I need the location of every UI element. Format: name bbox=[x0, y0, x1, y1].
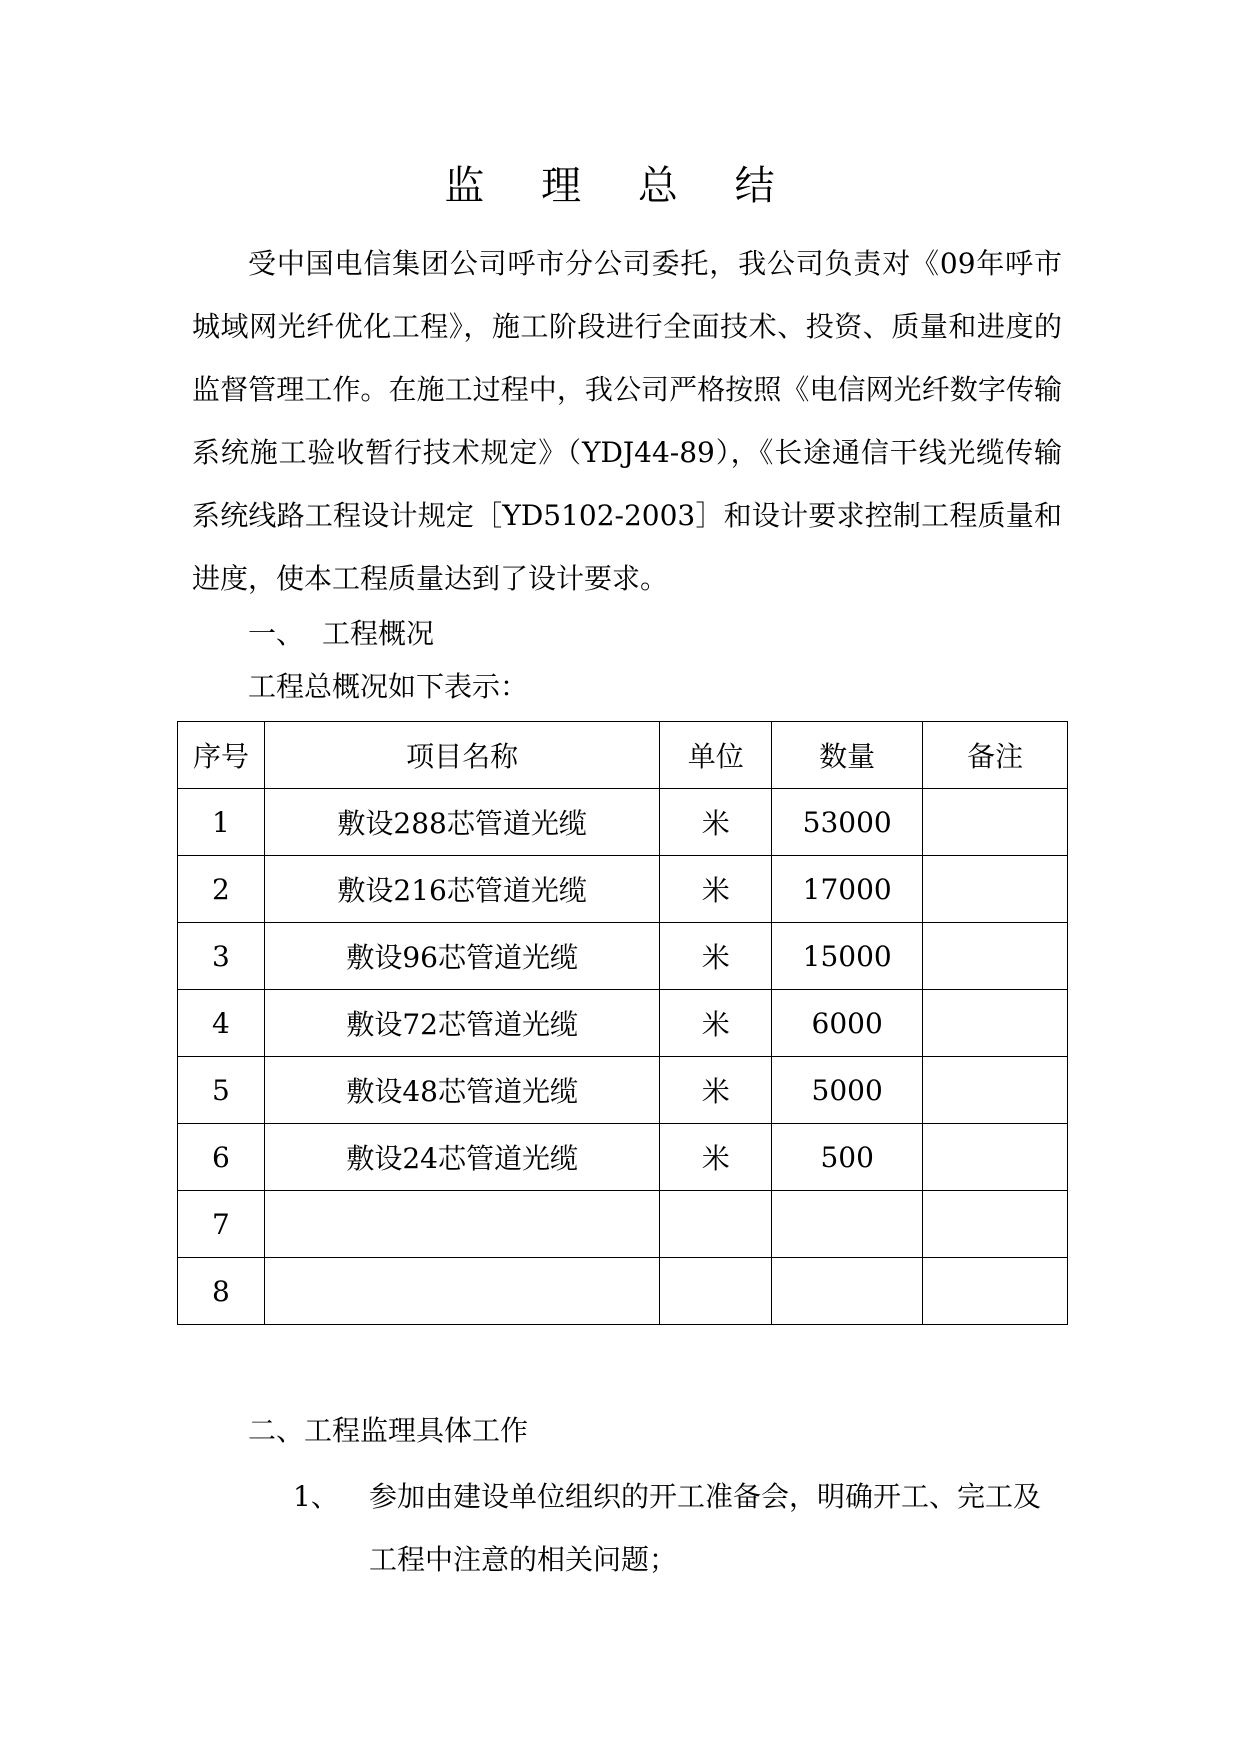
table-cell: 5000 bbox=[772, 1057, 923, 1124]
table-cell: 1 bbox=[178, 789, 265, 856]
table-cell bbox=[772, 1191, 923, 1258]
table-cell: 米 bbox=[660, 1057, 772, 1124]
table-cell bbox=[660, 1191, 772, 1258]
table-cell: 敷设216芯管道光缆 bbox=[264, 856, 659, 923]
table-cell: 53000 bbox=[772, 789, 923, 856]
table-row bbox=[178, 856, 1068, 923]
table-cell bbox=[923, 1057, 1068, 1124]
table-cell: 7 bbox=[178, 1191, 265, 1258]
table-cell bbox=[923, 856, 1068, 923]
table-cell: 米 bbox=[660, 923, 772, 990]
table-row bbox=[178, 1124, 1068, 1191]
table-cell: 6 bbox=[178, 1124, 265, 1191]
table-cell: 17000 bbox=[772, 856, 923, 923]
table-row bbox=[178, 1191, 1068, 1258]
section-2-title: 二、工程监理具体工作 bbox=[248, 1414, 529, 1447]
project-overview-table bbox=[177, 721, 1068, 1325]
item-1-text: 参加由建设单位组织的开工准备会，明确开工、完工及 bbox=[369, 1480, 1042, 1513]
table-cell: 数量 bbox=[772, 722, 923, 789]
table-cell: 6000 bbox=[772, 990, 923, 1057]
table-row bbox=[178, 923, 1068, 990]
table-cell: 15000 bbox=[772, 923, 923, 990]
table-cell: 米 bbox=[660, 1124, 772, 1191]
table-cell: 米 bbox=[660, 789, 772, 856]
section-1-title: 工程概况 bbox=[322, 617, 435, 650]
table-cell: 4 bbox=[178, 990, 265, 1057]
table-row bbox=[178, 990, 1068, 1057]
table-cell: 2 bbox=[178, 856, 265, 923]
table-cell: 米 bbox=[660, 990, 772, 1057]
table-cell bbox=[660, 1258, 772, 1325]
table-cell: 500 bbox=[772, 1124, 923, 1191]
table-cell bbox=[264, 1258, 659, 1325]
table-cell bbox=[923, 923, 1068, 990]
table-cell: 敷设72芯管道光缆 bbox=[264, 990, 659, 1057]
table-row bbox=[178, 1057, 1068, 1124]
table-row bbox=[178, 789, 1068, 856]
table-cell: 8 bbox=[178, 1258, 265, 1325]
table-row bbox=[178, 1258, 1068, 1325]
table-cell: 5 bbox=[178, 1057, 265, 1124]
table-cell: 敷设24芯管道光缆 bbox=[264, 1124, 659, 1191]
table-cell bbox=[923, 1124, 1068, 1191]
table-cell: 备注 bbox=[923, 722, 1068, 789]
table-cell: 单位 bbox=[660, 722, 772, 789]
table-cell: 敷设288芯管道光缆 bbox=[264, 789, 659, 856]
table-cell bbox=[772, 1258, 923, 1325]
table-cell: 敷设48芯管道光缆 bbox=[264, 1057, 659, 1124]
intro-paragraph: 受中国电信集团公司呼市分公司委托，我公司负责对《09年呼市城域网光纤优化工程》，施工阶段进行全面技术、投资、质量和进度的监督管理工作。在施工过程中，我公司严格按照《电信网光纤数字传输系统施工验收暂行技术规定》（YDJ44-89），《长途通信干线光缆传输系统线路工程设计规定［YD5102-2003］和设计要求控制工程质量和进度，使本工程质量达到了设计要求。 bbox=[192, 247, 1062, 595]
table-cell bbox=[923, 1191, 1068, 1258]
table-cell bbox=[264, 1191, 659, 1258]
table-cell: 项目名称 bbox=[264, 722, 659, 789]
table-caption: 工程总概况如下表示： bbox=[248, 670, 529, 703]
item-1-text-continued: 工程中注意的相关问题； bbox=[369, 1543, 678, 1576]
table-cell bbox=[923, 1258, 1068, 1325]
table-cell: 序号 bbox=[178, 722, 265, 789]
table-cell bbox=[923, 990, 1068, 1057]
page-title: 监 理 总 结 bbox=[444, 163, 797, 209]
section-1-number: 一、 bbox=[248, 617, 305, 650]
table-cell: 敷设96芯管道光缆 bbox=[264, 923, 659, 990]
table-cell: 米 bbox=[660, 856, 772, 923]
table-cell bbox=[923, 789, 1068, 856]
item-1-number: 1、 bbox=[293, 1480, 339, 1513]
table-header-row bbox=[178, 722, 1068, 789]
table-cell: 3 bbox=[178, 923, 265, 990]
